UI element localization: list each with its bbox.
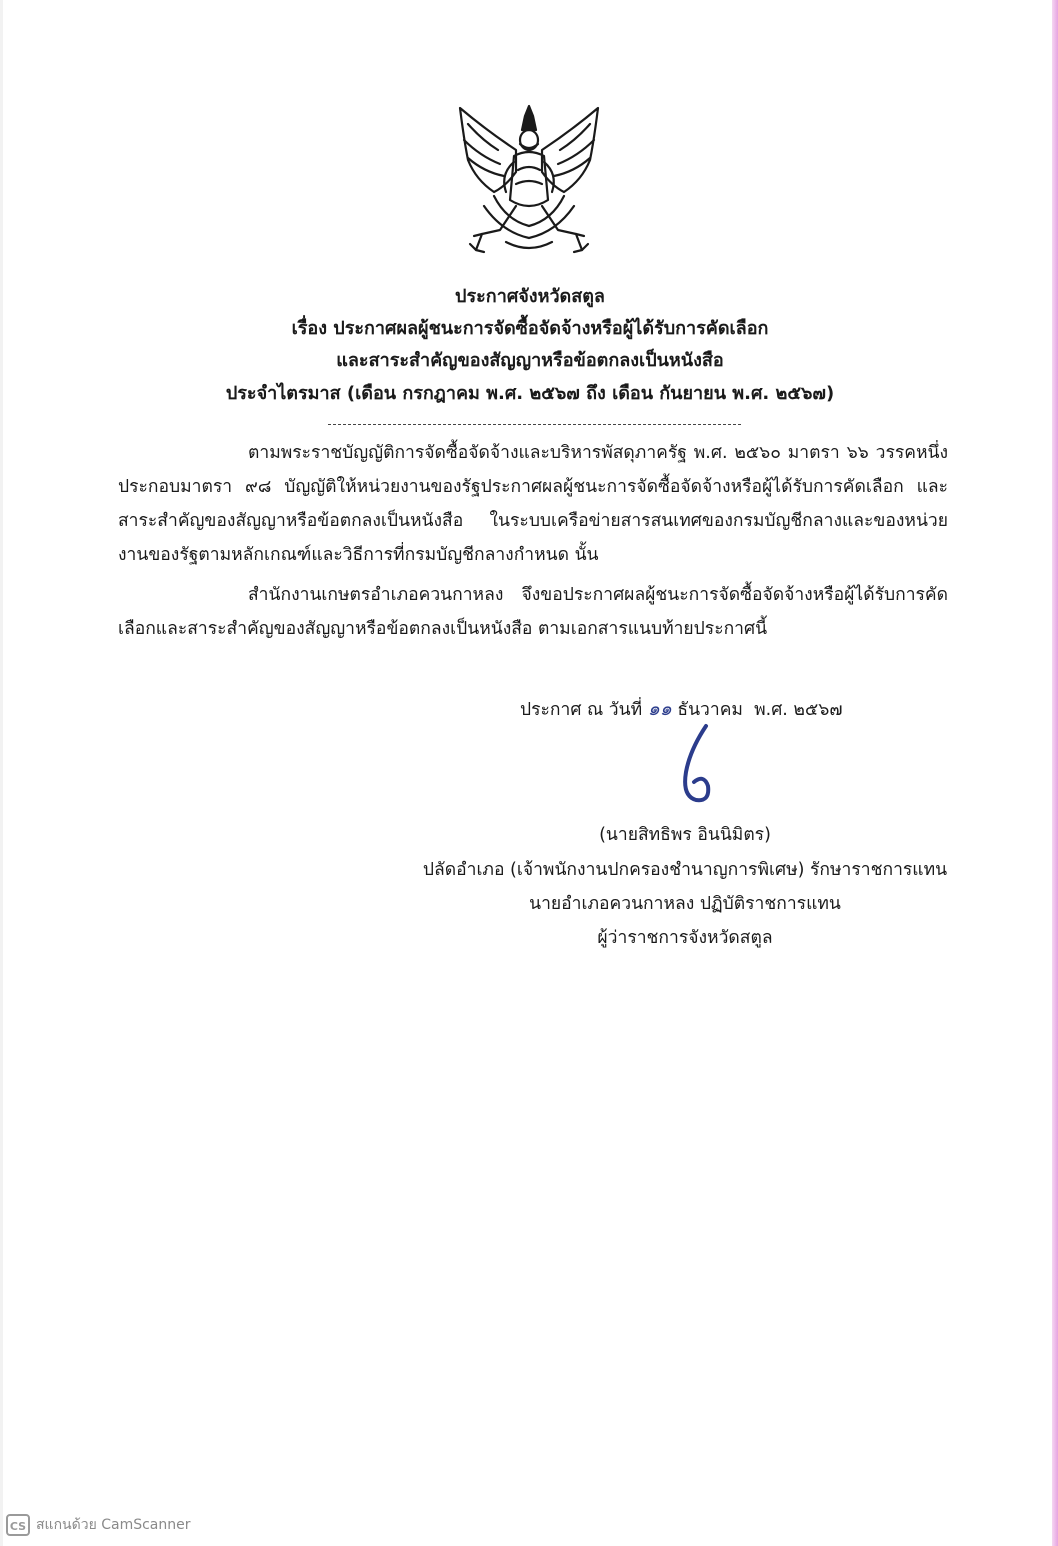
camscanner-logo-icon: CS (6, 1514, 30, 1536)
page-right-edge (1052, 0, 1058, 1546)
body-paragraph-1: ตามพระราชบัญญัติการจัดซื้อจัดจ้างและบริหารพัสดุภาครัฐ พ.ศ. ๒๕๖๐ มาตรา ๖๖ วรรคหนึ่ง ประกอบมาตรา ๙๘ บัญญัติให้หน่วยงานของรัฐประกาศผลผู้ชนะการจัดซื้อจัดจ้างหรือผู้ได้รับการคัดเลือก และสาระสำคัญของสัญญาหรือข้อตกลงเป็นหนังสือ ในระบบเครือข่ายสารสนเทศของกรมบัญชีกลางและของหน่วยงานของรัฐตามหลักเกณฑ์และวิธีการที่กรมบัญชีกลางกำหนด นั้น (118, 443, 948, 565)
date-day: ๑๑ (647, 698, 672, 720)
signatory-position-1: ปลัดอำเภอ (เจ้าพนักงานปกครองชำนาญการพิเศษ) รักษาราชการแทน (422, 860, 948, 880)
signatory-position-2: นายอำเภอควนกาหลง ปฏิบัติราชการแทน (529, 894, 841, 914)
title-line-4: ประจำไตรมาส (เดือน กรกฎาคม พ.ศ. ๒๕๖๗ ถึง เดือน กันยายน พ.ศ. ๒๕๖๗) (225, 383, 835, 404)
signatory-name: (นายสิทธิพร อินนิมิตร) (599, 825, 771, 845)
scanner-text: สแกนด้วย CamScanner (36, 1517, 191, 1533)
date-year: พ.ศ. ๒๕๖๗ (754, 700, 843, 720)
body-paragraph-2: สำนักงานเกษตรอำเภอควนกาหลง จึงขอประกาศผลผู้ชนะการจัดซื้อจัดจ้างหรือผู้ได้รับการคัดเลือกและสาระสำคัญของสัญญาหรือข้อตกลงเป็นหนังสือ ตามเอกสารแนบท้ายประกาศนี้ (118, 585, 948, 639)
scanner-watermark (6, 1514, 191, 1536)
date-month: ธันวาคม (677, 700, 743, 720)
title-line-3: และสาระสำคัญของสัญญาหรือข้อตกลงเป็นหนังสือ (336, 350, 724, 371)
dashed-divider (328, 424, 741, 425)
date-prefix: ประกาศ ณ วันที่ (520, 700, 643, 720)
signatory-position-3: ผู้ว่าราชการจังหวัดสตูล (597, 928, 773, 948)
title-line-2: เรื่อง ประกาศผลผู้ชนะการจัดซื้อจัดจ้างหรือผู้ได้รับการคัดเลือก (291, 318, 769, 339)
title-line-1: ประกาศจังหวัดสตูล (455, 286, 605, 307)
signature-icon (660, 720, 730, 810)
garuda-emblem-icon (446, 100, 612, 258)
page-left-edge (0, 0, 3, 1546)
